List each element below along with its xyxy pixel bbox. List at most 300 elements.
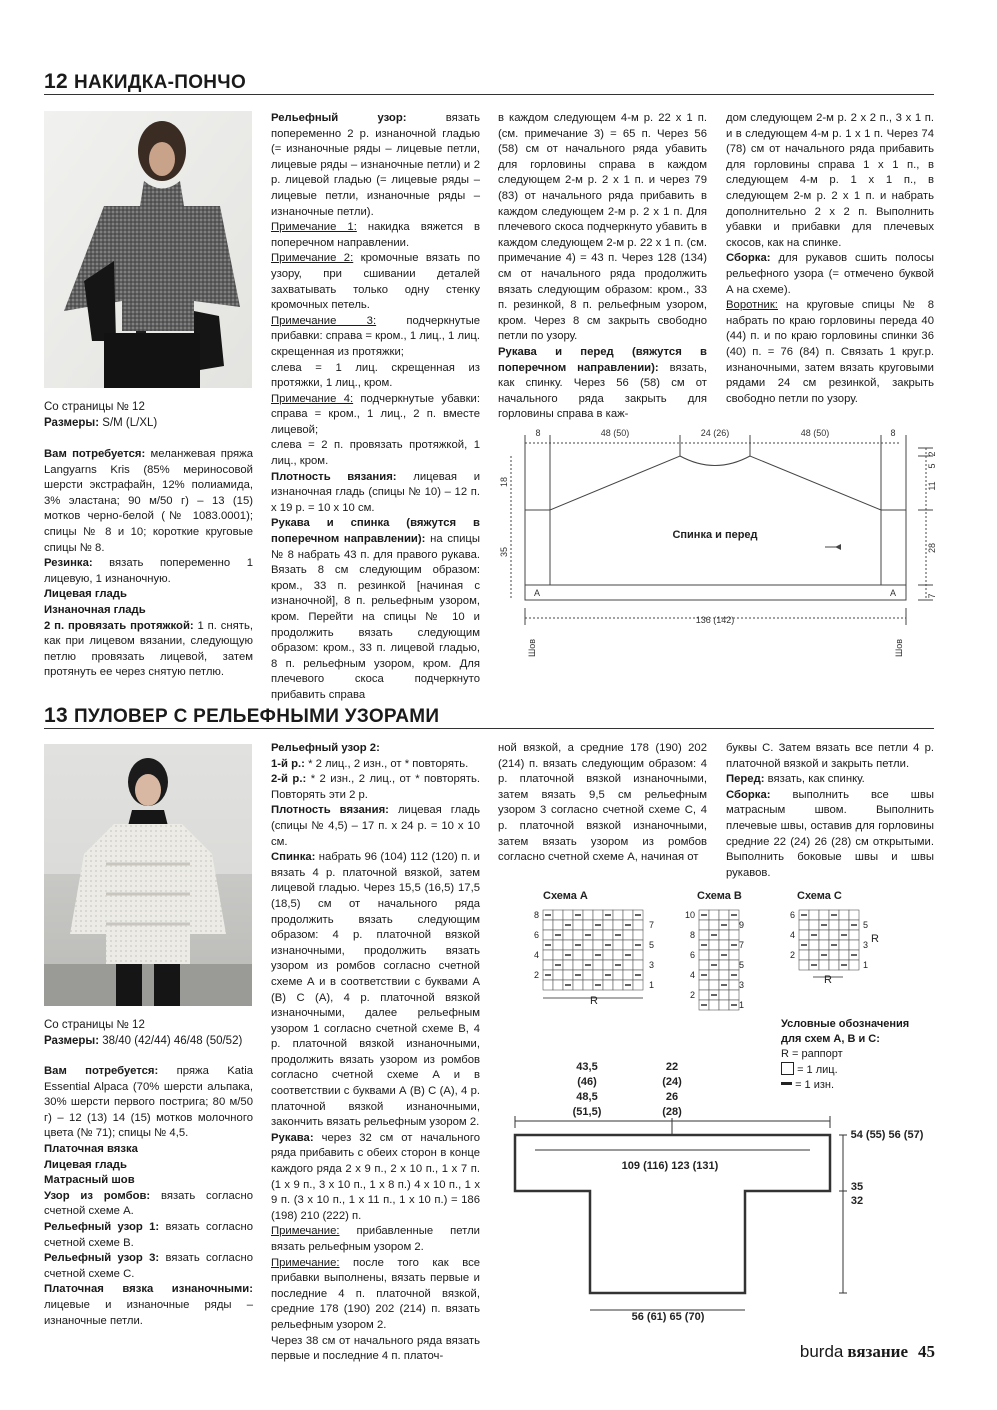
a-row-2: 2	[533, 970, 539, 980]
legend-knit: = 1 лиц.	[797, 1064, 838, 1076]
b-row-10: 10	[684, 910, 695, 920]
chart-cell	[583, 950, 593, 960]
chart-cell	[849, 960, 859, 970]
dim-top-3: 24 (26)	[700, 428, 730, 438]
poncho-photo	[44, 111, 252, 388]
c-row-3: 3	[863, 940, 869, 950]
paragraph	[498, 741, 707, 866]
body-text: подчеркнутые прибавки: справа = кром., 1 лиц., 1 лиц. скрещенная из протяжки;	[271, 314, 480, 358]
chart-cell	[553, 980, 563, 990]
sizes-label: Размеры:	[44, 416, 100, 429]
chart-cell	[553, 920, 563, 930]
chart-cell	[543, 950, 553, 960]
section-12-column-4	[726, 111, 934, 407]
body-text: лицевые и изнаночные ряды – изнаночные петли.	[44, 1298, 253, 1327]
chart-cell	[543, 930, 553, 940]
chart-cell	[633, 950, 643, 960]
stitch-charts	[525, 885, 925, 1035]
paragraph	[44, 587, 253, 603]
a-row-3: 3	[649, 960, 655, 970]
b-row-1: 1	[739, 1000, 745, 1010]
neck-width-3: 48,5	[576, 1091, 598, 1103]
bold-lead: Вам потребуется:	[44, 448, 146, 460]
paragraph	[271, 1224, 480, 1255]
chart-cell	[709, 910, 719, 920]
paragraph	[271, 438, 480, 469]
section-13-heading: ПУЛОВЕР С РЕЛЬЕФНЫМИ УЗОРАМИ	[73, 706, 440, 727]
neck-width-2: (46)	[577, 1076, 597, 1088]
c-row-1: 1	[863, 960, 869, 970]
neck-width-1: 43,5	[576, 1061, 598, 1073]
chart-cell	[829, 960, 839, 970]
chart-cell	[729, 950, 739, 960]
bold-lead: Рукава и спинка (вяжутся в поперечном направлении):	[271, 517, 480, 546]
chart-cell	[603, 980, 613, 990]
chart-cell	[563, 940, 573, 950]
chart-cell	[603, 950, 613, 960]
body-text: меланжевая пряжа Langyarns Kris (85% мериносовой шерсти экстрафайн, 12% полиамида, 3% эластана; 90 м/50 г) – 13 (15) мотков черно-белой (№ 1083.0001); спицы № 8 и 10; короткие круговые спицы № 8.	[44, 448, 253, 554]
chart-cell	[729, 980, 739, 990]
body-text: слева = 1 лиц. скрещенная из протяжки, 1 лиц., кром.	[271, 361, 480, 390]
bold-lead: Узор из ромбов:	[44, 1189, 151, 1202]
section-12-heading: НАКИДКА-ПОНЧО	[73, 72, 247, 93]
paragraph	[726, 772, 934, 788]
dim-top-1: 8	[535, 428, 541, 438]
underlined-lead: Примечание 2:	[271, 252, 354, 265]
b-row-9: 9	[739, 920, 745, 930]
page-footer	[800, 1342, 935, 1362]
chart-cell	[543, 920, 553, 930]
body-text: через 32 см от начального ряда прибавить с обеих сторон в конце каждого ряда 2 х 9 п., 2 х 10 п., 1 х 7 п. (1 х 9 п., 3 х 10 п., 1 х 8 п.) 4 х 10 п., 1 х 9 п. (3 х 10 п., 1 х 11 п., 1 х 10 п.) = 186 (198) 210 (222) п.	[271, 1131, 480, 1222]
chart-cell	[719, 970, 729, 980]
section-12-number: 12	[44, 70, 68, 93]
paragraph	[44, 447, 253, 556]
right-height: 54 (55) 56 (57)	[850, 1129, 924, 1141]
chart-cell	[839, 940, 849, 950]
paragraph	[271, 361, 480, 392]
dim-top-2: 48 (50)	[600, 428, 630, 438]
c-row-4: 4	[789, 930, 795, 940]
chart-cell	[573, 920, 583, 930]
paragraph	[271, 516, 480, 703]
page-number: 45	[918, 1342, 935, 1361]
poncho-diagram	[495, 420, 945, 670]
chart-cell	[839, 910, 849, 920]
paragraph	[44, 603, 253, 619]
body-text: кромочные вязать по узору, при сшивании деталей захватывать только одну стенку кромочных петель.	[271, 252, 480, 312]
chart-cell	[623, 930, 633, 940]
body-text: ной вязкой, а средние 178 (190) 202 (214) п. вязать следующим образом: 4 р. платочной вязкой изнаночными, затем вязать 9,5 см рельефным узором 3 согласно счетной схеме С, 4 р. платочной вязкой изнаночными, затем вязать узором из ромбов согласно счетной схеме А, начиная от	[498, 742, 707, 864]
paragraph	[44, 1173, 253, 1189]
footer-brand: burda	[799, 1342, 844, 1361]
bold-lead: Сборка:	[726, 252, 771, 265]
chart-cell	[563, 930, 573, 940]
body-text: вязать попеременно 1 лицевую, 1 изнаночную.	[44, 557, 253, 585]
chart-cell	[699, 980, 709, 990]
bold-lead: 2-й р.:	[271, 773, 307, 786]
chart-cell	[829, 950, 839, 960]
bold-lead: Перед:	[726, 773, 765, 786]
chart-cell	[699, 990, 709, 1000]
chart-c-grid	[799, 910, 859, 970]
paragraph	[44, 1142, 253, 1158]
chart-cell	[573, 930, 583, 940]
paragraph	[271, 314, 480, 361]
section-12-title	[44, 70, 246, 94]
dim-top-5: 8	[890, 428, 896, 438]
shoulder-3: 26	[665, 1091, 679, 1103]
chart-cell	[819, 910, 829, 920]
body-text: дом следующем 2-м р. 2 х 2 п., 3 х 1 п. и в следующем 4-м р. 1 х 1 п. Через 74 (78) см от начального ряда прибавить для горловины справа 1 х 1 п., в следующем 4-м р. 1 х 1 п., в следующем 2-м р. 2 х 1 п. и набрать дополнительно 2 х 2 п. Выполнить убавки и прибавки для плечевых скосов, как на спинке.	[726, 112, 934, 249]
chart-cell	[623, 910, 633, 920]
bold-lead: Лицевая гладь	[44, 588, 127, 601]
bold-lead: Рельефный узор 1:	[44, 1220, 160, 1233]
chart-cell	[709, 1000, 719, 1010]
body-text: буквы С. Затем вязать все петли 4 р. платочной вязкой и закрыть петли.	[726, 742, 934, 770]
seam-right: Шов	[894, 638, 904, 658]
bold-lead: Рукава и перед (вяжутся в поперечном направлении):	[498, 345, 707, 374]
chart-cell	[553, 950, 563, 960]
sizes-value: S/M (L/XL)	[102, 416, 158, 429]
body-text: прибавленные петли вязать рельефным узором 2.	[271, 1225, 480, 1253]
dim-right-4: 28	[927, 542, 937, 554]
total-width: 109 (116) 123 (131)	[621, 1160, 719, 1172]
chart-cell	[699, 930, 709, 940]
chart-cell	[633, 960, 643, 970]
a-row-1: 1	[649, 980, 655, 990]
bold-lead: Вам потребуется:	[44, 1065, 159, 1077]
chart-a-grid	[543, 910, 643, 990]
paragraph	[726, 788, 934, 882]
dim-left-1: 18	[499, 476, 509, 488]
dim-right-3: 11	[927, 481, 937, 491]
chart-cell	[543, 980, 553, 990]
paragraph	[271, 392, 480, 439]
diagram-label: Спинка и перед	[672, 529, 758, 541]
from-page: Со страницы № 12	[44, 401, 145, 413]
chart-cell	[719, 990, 729, 1000]
paragraph	[271, 1131, 480, 1225]
chart-cell	[553, 910, 563, 920]
b-row-8: 8	[689, 930, 695, 940]
body-text: на круговые спицы № 8 набрать по краю горловины переда 40 (44) п. и по краю горловины спинки 36 (40) п. = 76 (84) п. Связать 1 круг.р. изнаночными, затем вязать круговыми рядами 24 см резинкой, закрыть свободно петли по узору.	[726, 299, 934, 405]
bold-lead: Платочная вязка изнаночными:	[44, 1283, 253, 1296]
chart-cell	[709, 940, 719, 950]
paragraph	[271, 803, 480, 850]
chart-cell	[633, 920, 643, 930]
section-12-column-2	[271, 111, 480, 704]
chart-cell	[583, 920, 593, 930]
pullover-schematic	[505, 1058, 935, 1333]
chart-cell	[699, 950, 709, 960]
chart-cell	[603, 960, 613, 970]
paragraph	[271, 251, 480, 313]
chart-cell	[573, 950, 583, 960]
a-row-7: 7	[649, 920, 655, 930]
bold-lead: Рельефный узор:	[271, 112, 407, 124]
bold-lead: Спинка:	[271, 851, 316, 864]
chart-cell	[819, 940, 829, 950]
bold-lead: Рельефный узор 2:	[271, 742, 380, 754]
chart-cell	[719, 910, 729, 920]
chart-cell	[593, 960, 603, 970]
chart-cell	[799, 930, 809, 940]
body-text: лицевая и изнаночная гладь (спицы № 10) – 12 п. х 19 р. = 10 х 10 см.	[271, 470, 481, 514]
bold-lead: Платочная вязка	[44, 1142, 138, 1155]
chart-cell	[573, 960, 583, 970]
chart-cell	[849, 910, 859, 920]
chart-cell	[839, 950, 849, 960]
paragraph	[44, 1220, 253, 1251]
chart-cell	[799, 920, 809, 930]
underlined-lead: Примечание:	[271, 1225, 340, 1238]
chart-cell	[613, 940, 623, 950]
paragraph	[498, 111, 707, 345]
chart-cell	[603, 920, 613, 930]
chart-cell	[633, 930, 643, 940]
bold-lead: Рельефный узор 3:	[44, 1252, 160, 1265]
body-text: * 2 изн., 2 лиц., от * повторять. Повторять эти 2 р.	[271, 773, 480, 801]
c-repeat-right: R	[871, 933, 879, 945]
chart-cell	[719, 930, 729, 940]
bold-lead: Изнаночная гладь	[44, 603, 146, 616]
legend-purl: = 1 изн.	[795, 1079, 835, 1091]
paragraph	[498, 345, 707, 423]
dim-top-4: 48 (50)	[800, 428, 830, 438]
paragraph	[44, 1282, 253, 1329]
body-text: * 2 лиц., 2 изн., от * повторять.	[304, 757, 469, 770]
body-text: вязать, как спинку. Через 56 (58) см от начального ряда закрыть для горловины справа в каж-	[498, 361, 707, 421]
section-12-column-3	[498, 111, 707, 423]
body-text: 1 п. снять, как при лицевом вязании, следующую петлю провязать лицевой, затем протянуть ее через снятую петлю.	[44, 619, 253, 679]
chart-cell	[709, 980, 719, 990]
paragraph	[271, 220, 480, 251]
c-row-6: 6	[789, 910, 795, 920]
underlined-lead: Примечание 4:	[271, 392, 354, 405]
chart-cell	[583, 940, 593, 950]
chart-cell	[809, 920, 819, 930]
legend-repeat: R = раппорт	[781, 1048, 843, 1060]
underlined-lead: Примечание 3:	[271, 314, 377, 327]
body-text: вязать согласно счетной схеме С.	[44, 1252, 253, 1280]
b-row-7: 7	[739, 940, 745, 950]
section-13-column-3	[498, 741, 707, 866]
paragraph	[44, 556, 253, 587]
dim-right-1: 5	[927, 463, 937, 469]
chart-cell	[719, 940, 729, 950]
chart-cell	[719, 960, 729, 970]
bold-lead: Плотность вязания:	[271, 470, 397, 483]
section-12-rule	[44, 94, 934, 95]
c-repeat: R	[824, 974, 832, 986]
section-13-column-1	[44, 1064, 253, 1329]
chart-cell	[593, 940, 603, 950]
chart-cell	[819, 930, 829, 940]
bold-lead: Рукава:	[271, 1131, 314, 1144]
chart-cell	[603, 930, 613, 940]
section-13-meta	[44, 1018, 254, 1049]
chart-a-title: Схема А	[543, 890, 588, 902]
body-text: на спицы № 8 набрать 43 п. для правого рукава. Вязать 8 см следующим образом: кром., 33 п. резинкой [начиная с изнаночной], 8 п. рельефным узором, кром. Перейти на спицы № 10 и продолжить вязать следующим образом: кром., 33 п. лицевой гладью, 8 п. рельефным узором, кром. Для плечевого скоса подчеркнуто прибавить справа	[271, 533, 480, 701]
c-row-5: 5	[863, 920, 869, 930]
b-row-3: 3	[739, 980, 745, 990]
body-text: выполнить все швы матрасным швом. Выполнить плечевые швы, оставив для горловины средние 22 (24) 26 (28) см открытыми. Выполнить боковые швы и швы рукавов.	[726, 788, 934, 879]
body-text: слева = 2 п. провязать протяжкой, 1 лиц., кром.	[271, 439, 480, 468]
a-row-8: 8	[533, 910, 539, 920]
chart-c-title: Схема С	[797, 890, 842, 902]
bold-lead: Лицевая гладь	[44, 1158, 127, 1171]
body-text: подчеркнутые убавки: справа = кром., 1 лиц., 2 п. вместе лицевой;	[271, 392, 480, 436]
bold-lead: 2 п. провязать протяжкой:	[44, 619, 194, 632]
chart-cell	[729, 960, 739, 970]
shoulder-4: (28)	[662, 1106, 682, 1118]
chart-cell	[623, 970, 633, 980]
body-text: Через 38 см от начального ряда вязать первые и последние 4 п. платоч-	[271, 1334, 480, 1363]
height-35: 35	[850, 1181, 864, 1193]
footer-magazine: вязание	[847, 1342, 908, 1361]
from-page-13: Со страницы № 12	[44, 1019, 145, 1031]
chart-cell	[729, 930, 739, 940]
chart-cell	[583, 910, 593, 920]
body-text: для рукавов сшить полосы рельефного узора (= отмечено буквой А на схеме).	[726, 252, 934, 296]
underlined-lead: Примечание 1:	[271, 221, 357, 234]
chart-cell	[799, 950, 809, 960]
paragraph	[726, 741, 934, 772]
paragraph	[271, 757, 480, 773]
section-13-title	[44, 704, 439, 728]
chart-cell	[613, 980, 623, 990]
chart-cell	[849, 940, 859, 950]
shoulder-1: 22	[665, 1061, 679, 1073]
a-row-6: 6	[533, 930, 539, 940]
chart-cell	[593, 910, 603, 920]
chart-cell	[613, 970, 623, 980]
chart-cell	[709, 950, 719, 960]
chart-cell	[613, 920, 623, 930]
paragraph	[44, 619, 253, 681]
bold-lead: 1-й р.:	[271, 757, 305, 770]
chart-cell	[623, 940, 633, 950]
chart-cell	[699, 920, 709, 930]
chart-cell	[839, 920, 849, 930]
dim-right-5: 7	[927, 593, 937, 599]
chart-cell	[829, 920, 839, 930]
chart-cell	[809, 910, 819, 920]
chart-cell	[829, 930, 839, 940]
section-13-number: 13	[44, 704, 68, 727]
body-text: вязать согласно счетной схеме А.	[44, 1189, 253, 1218]
body-text: пряжа Katia Essential Alpaca (70% шерсти альпака, 30% шерсти первого пострига; 80 м/50 г) – 12 (13) 14 (15) мотков молочного цвета (№ 71); спицы № 4,5.	[44, 1065, 253, 1140]
neck-width-4: (51,5)	[572, 1106, 602, 1118]
paragraph	[726, 251, 934, 298]
b-row-4: 4	[689, 970, 695, 980]
bottom-width: 56 (61) 65 (70)	[631, 1311, 705, 1323]
underlined-lead: Примечание:	[271, 1256, 340, 1269]
chart-cell	[633, 980, 643, 990]
bold-lead: Сборка:	[726, 788, 771, 801]
marker-a-right: A	[889, 588, 897, 598]
chart-b-grid	[699, 910, 739, 1010]
body-text: в каждом следующем 4-м р. 22 х 1 п. (см. примечание 3) = 65 п. Через 56 (58) см от начального ряда убавить для горловины справа в каждом следующем 2-м р. 2 х 1 п. и через 79 (83) от начального ряда прибавить в каждом следующем 2-м р. 2 х 1 п. Для плечевого скоса подчеркнуто убавить в каждом следующем 2-м р. 22 х 1 п. (см. примечание 4) = 43 п. Через 128 (134) см от начального ряда продолжить вязать следующим образом: кром., 33 п. резинкой, 8 п. рельефным узором, кром. Через 8 см закрыть свободно петли по узору.	[498, 112, 707, 343]
chart-cell	[553, 970, 563, 980]
a-row-4: 4	[533, 950, 539, 960]
chart-cell	[729, 990, 739, 1000]
bold-lead: Плотность вязания:	[271, 804, 389, 817]
dim-bottom: 136 (142)	[695, 615, 735, 625]
body-text: вязать, как спинку.	[764, 773, 865, 786]
chart-cell	[799, 960, 809, 970]
body-text: накидка вяжется в поперечном направлении.	[271, 221, 480, 249]
section-12-column-1	[44, 447, 253, 681]
chart-cell	[729, 920, 739, 930]
height-32: 32	[850, 1195, 864, 1207]
paragraph	[271, 741, 480, 757]
chart-cell	[613, 950, 623, 960]
body-text: лицевая гладь (спицы № 4,5) – 17 п. х 24 р. = 10 х 10 см.	[271, 804, 480, 848]
chart-cell	[819, 960, 829, 970]
sizes-value-13: 38/40 (42/44) 46/48 (50/52)	[102, 1034, 243, 1047]
shoulder-2: (24)	[662, 1076, 682, 1088]
b-row-6: 6	[689, 950, 695, 960]
chart-cell	[809, 940, 819, 950]
chart-cell	[613, 910, 623, 920]
legend-title: Условные обозначения для схем А, В и С:	[781, 1018, 910, 1045]
chart-cell	[573, 980, 583, 990]
chart-cell	[709, 970, 719, 980]
body-text: после того как все прибавки выполнены, вязать первые и последние 4 п. платочной вязкой, средние 178 (190) 202 (214) п. вязать рельефным узором 2.	[271, 1256, 480, 1331]
paragraph	[271, 1256, 480, 1334]
seam-left: Шов	[527, 638, 537, 658]
paragraph	[44, 1064, 253, 1142]
a-repeat: R	[590, 995, 598, 1007]
paragraph	[44, 1189, 253, 1220]
marker-a-left: A	[533, 588, 541, 598]
chart-cell	[543, 960, 553, 970]
b-row-2: 2	[689, 990, 695, 1000]
paragraph	[271, 850, 480, 1131]
body-text: вязать попеременно 2 р. изнаночной гладью (= изнаночные ряды – лицевые петли, лицевые ряды – изнаночные петли) и 2 р. лицевой гладью (= лицевые ряды – лицевые петли, изнаночные ряды – изнаночные петли).	[271, 112, 480, 218]
dim-left-2: 35	[499, 546, 509, 558]
chart-cell	[699, 960, 709, 970]
section-13-rule	[44, 728, 934, 729]
chart-b-title: Схема В	[697, 890, 742, 902]
bold-lead: Резинка:	[44, 557, 93, 570]
a-row-5: 5	[649, 940, 655, 950]
underlined-lead: Воротник:	[726, 299, 778, 312]
paragraph	[44, 1251, 253, 1282]
chart-cell	[809, 950, 819, 960]
paragraph	[726, 111, 934, 251]
c-row-2: 2	[789, 950, 795, 960]
section-13-column-4	[726, 741, 934, 881]
paragraph	[726, 298, 934, 407]
chart-cell	[849, 930, 859, 940]
paragraph	[271, 772, 480, 803]
paragraph	[271, 111, 480, 220]
chart-cell	[583, 980, 593, 990]
section-12-meta	[44, 400, 254, 431]
chart-cell	[593, 930, 603, 940]
section-13-column-2	[271, 741, 480, 1365]
paragraph	[44, 1158, 253, 1174]
chart-cell	[709, 920, 719, 930]
dim-right-2: 2	[927, 451, 937, 457]
pullover-photo	[44, 744, 252, 1006]
paragraph	[271, 1334, 480, 1365]
chart-cell	[563, 970, 573, 980]
chart-cell	[563, 910, 573, 920]
chart-cell	[553, 940, 563, 950]
